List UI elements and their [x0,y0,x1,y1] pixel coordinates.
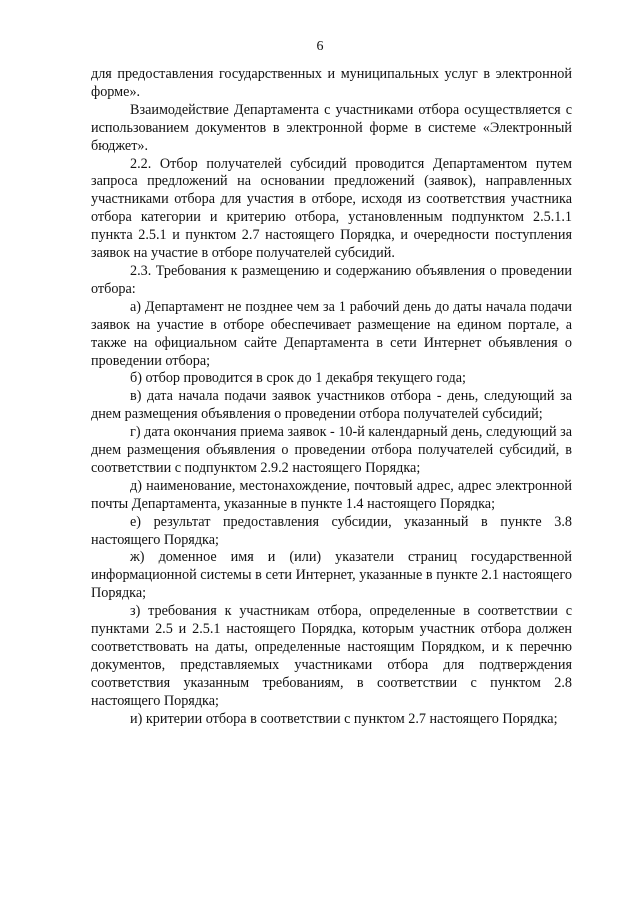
paragraph-interaction: Взаимодействие Департамента с участниками отбора осуществляется с использованием документов в электронной форме в системе «Электронный бюджет». [91,101,572,154]
list-item-z: з) требования к участникам отбора, определенные в соответствии с пунктами 2.5 и 2.5.1 настоящего Порядка, которым участник отбора должен соответствовать на даты, определенные настоящим Порядком, и к перечню документов, представляемых участниками отбора для подтверждения соответствия указанным требованиям, в соответствии с пунктом 2.8 настоящего Порядка; [91,603,572,709]
list-item-a: а) Департамент не позднее чем за 1 рабочий день до даты начала подачи заявок на участие в отборе обеспечивает размещение на едином портале, а также на официальном сайте Департамента в сети Интернет объявления о проведении отбора; [91,298,572,369]
list-item-d: д) наименование, местонахождение, почтовый адрес, адрес электронной почты Департамента, указанные в пункте 1.4 настоящего Порядка; [91,477,572,512]
list-item-i: и) критерии отбора в соответствии с пунктом 2.7 настоящего Порядка; [130,710,558,727]
paragraph-2-3: 2.3. Требования к размещению и содержанию объявления о проведении отбора: [91,262,572,297]
list-item-e: е) результат предоставления субсидии, указанный в пункте 3.8 настоящего Порядка; [91,513,572,548]
list-item-v: в) дата начала подачи заявок участников отбора - день, следующий за днем размещения объявления о проведении отбора получателей субсидий; [91,388,572,423]
page-number: 6 [316,39,324,54]
list-item-g: г) дата окончания приема заявок - 10-й календарный день, следующий за днем размещения объявления о проведении отбора получателей субсидий, в соответствии с подпунктом 2.9.2 настоящего Порядка; [91,424,572,476]
list-item-b: б) отбор проводится в срок до 1 декабря текущего года; [130,370,466,387]
list-item-zh: ж) доменное имя и (или) указатели страниц государственной информационной системы в сети Интернет, указанные в пункте 2.1 настоящего Порядка; [91,549,572,602]
document-body [91,66,572,729]
paragraph-continuation: для предоставления государственных и муниципальных услуг в электронной форме». [91,66,572,100]
paragraph-2-2: 2.2. Отбор получателей субсидий проводится Департаментом путем запроса предложений на основании предложений (заявок), направленных участниками отбора для участия в отборе, исходя из соответствия участника отбора категории и критерию отбора, установленным подпунктом 2.5.1.1 пункта 2.5.1 и пунктом 2.7 настоящего Порядка, и очередности поступления заявок на участие в отборе получателей субсидий. [91,155,572,262]
